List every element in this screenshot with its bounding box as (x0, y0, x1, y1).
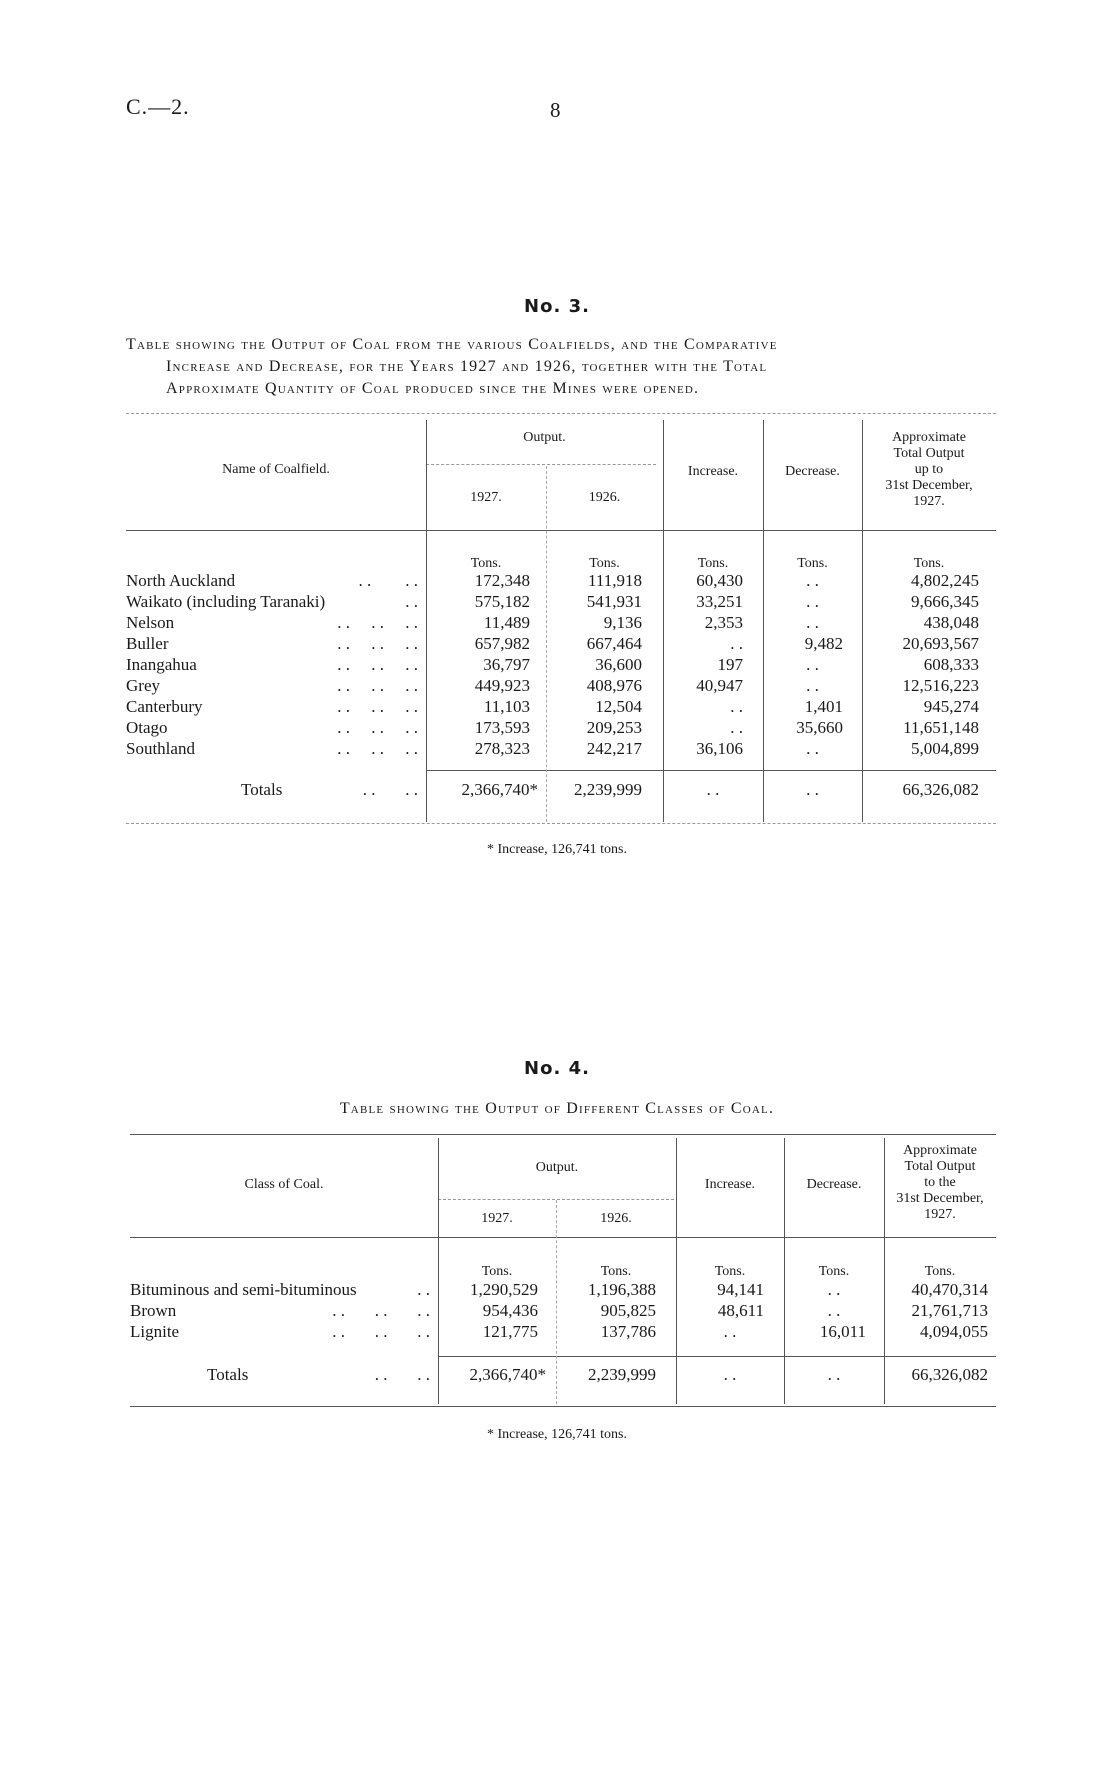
table4-cell-total: 21,761,713 (911, 1301, 988, 1320)
table4-cell-1926: 1,196,388 (588, 1280, 656, 1299)
table3-unit-total: Tons. (913, 556, 945, 571)
table3-cell-total: 20,693,567 (902, 634, 979, 653)
table4-row-name: Bituminous and semi-bituminous (130, 1280, 357, 1299)
table3-cell-1927: 449,923 (474, 676, 530, 695)
table4-totals-total: 66,326,082 (911, 1365, 988, 1384)
table3-bottom-rule (126, 823, 996, 824)
table3-row-name: Grey (126, 676, 160, 695)
table3-header-increase: Increase. (687, 464, 739, 479)
table3-cell-increase: . . (730, 718, 743, 737)
table3-caption-line-3: Approximate Quantity of Coal produced since the Mines were opened. (166, 380, 700, 397)
table4-cell-1926: 137,786 (600, 1322, 656, 1341)
table3-footnote: * Increase, 126,741 tons. (487, 842, 627, 857)
table3-row-dots: . . . . (358, 571, 418, 590)
table4-number: No. 4. (524, 1058, 590, 1079)
table4-footnote: * Increase, 126,741 tons. (487, 1427, 627, 1442)
table3-cell-1927: 11,103 (483, 697, 530, 716)
table3-cell-decrease: . . (806, 655, 819, 674)
table3-cell-increase: 197 (717, 655, 743, 674)
table4-totals-increase: . . (723, 1365, 737, 1384)
table4-row-dots: . . . . . . (332, 1322, 430, 1341)
table3-caption-line-1: Table showing the Output of Coal from the various Coalfields, and the Comparative (126, 336, 778, 353)
table3-cell-decrease: 1,401 (804, 697, 843, 716)
table3-cell-decrease: . . (806, 676, 819, 695)
table3-cell-total: 4,802,245 (911, 571, 979, 590)
table4-unit-decrease: Tons. (818, 1264, 850, 1279)
table3-row-name: Buller (126, 634, 169, 653)
table3-row-dots: . . . . . . (337, 676, 418, 695)
table4-row-name: Brown (130, 1301, 177, 1320)
table4-cell-decrease: . . (827, 1301, 841, 1320)
table3-cell-decrease: . . (806, 613, 819, 632)
table4-header-total (884, 1143, 996, 1223)
table4-top-rule (130, 1134, 996, 1135)
table3-header-1926: 1926. (588, 490, 621, 505)
table4-unit-1927: Tons. (481, 1264, 513, 1279)
table3-row-name: North Auckland (126, 571, 236, 590)
table3-header-total-line: Approximate (892, 430, 966, 445)
table4-totals-1926: 2,239,999 (588, 1365, 656, 1384)
table4-unit-total: Tons. (924, 1264, 956, 1279)
table4-cell-1926: 905,825 (600, 1301, 656, 1320)
table4-header-decrease: Decrease. (806, 1177, 862, 1192)
table3-totals-1926: 2,239,999 (574, 780, 642, 799)
table3-row-dots: . . . . . . (337, 634, 418, 653)
table3-cell-increase: . . (730, 634, 743, 653)
table3-cell-1927: 172,348 (474, 571, 530, 590)
table4-cell-decrease: . . (827, 1280, 841, 1299)
document-reference: C.—2. (126, 94, 190, 119)
table3-cell-1926: 541,931 (586, 592, 642, 611)
table3-cell-total: 945,274 (923, 697, 979, 716)
table3-cell-1926: 36,600 (595, 655, 642, 674)
table3-cell-total: 438,048 (923, 613, 979, 632)
table3-cell-total: 11,651,148 (903, 718, 979, 737)
table4-header-total-line: to the (924, 1175, 956, 1190)
table3-header-name: Name of Coalfield. (222, 462, 330, 477)
table4-unit-increase: Tons. (714, 1264, 746, 1279)
table4-bottom-rule (130, 1406, 996, 1407)
table3-cell-decrease: 9,482 (804, 634, 843, 653)
table4-totals-dots: . . . . (374, 1365, 430, 1384)
table3-totals-total: 66,326,082 (902, 780, 979, 799)
table3-cell-1926: 9,136 (603, 613, 642, 632)
table3-header-total-line: 31st December, (885, 478, 973, 493)
table4-row-name: Lignite (130, 1322, 180, 1341)
table3-row-name: Inangahua (126, 655, 197, 674)
table3-row-dots: . . . . . . (337, 697, 418, 716)
table3-row-dots: . . . . . . (337, 739, 418, 758)
table4-header-name: Class of Coal. (244, 1177, 324, 1192)
table4-cell-decrease: 16,011 (819, 1322, 866, 1341)
table4-totals-1927: 2,366,740* (469, 1365, 546, 1384)
table3-cell-1926: 12,504 (595, 697, 642, 716)
table3-number: No. 3. (524, 296, 590, 317)
table3-top-rule (126, 413, 996, 414)
table3-header-total-line: 1927. (913, 494, 945, 509)
table3-header-total (862, 430, 996, 510)
table3-cell-decrease: 35,660 (796, 718, 843, 737)
table3-header-rule (126, 530, 996, 531)
table3-cell-1927: 278,323 (474, 739, 530, 758)
table3-unit-1926: Tons. (589, 556, 620, 571)
table3-cell-1927: 11,489 (483, 613, 530, 632)
table3-cell-1927: 657,982 (474, 634, 530, 653)
table3-row-dots: . . (405, 592, 418, 611)
table3-cell-increase: 40,947 (696, 676, 743, 695)
table3-cell-total: 12,516,223 (902, 676, 979, 695)
table4-header-1926: 1926. (600, 1211, 632, 1226)
table4-header-increase: Increase. (704, 1177, 756, 1192)
table3-totals-dots: . . . . (362, 780, 418, 799)
table3-cell-increase: 2,353 (704, 613, 743, 632)
table4-header-output: Output. (535, 1160, 579, 1175)
table4-caption: Table showing the Output of Different Classes of Coal. (339, 1100, 775, 1117)
table3-cell-total: 9,666,345 (911, 592, 979, 611)
table3-row-name: Otago (126, 718, 168, 737)
table3-row-name: Nelson (126, 613, 175, 632)
table3-cell-1927: 575,182 (474, 592, 530, 611)
table4-cell-increase: 94,141 (717, 1280, 764, 1299)
table4-cell-1927: 1,290,529 (470, 1280, 538, 1299)
table3-unit-increase: Tons. (697, 556, 729, 571)
table3-output-rule (426, 464, 656, 465)
table3-totals-rule (426, 770, 996, 771)
table3-cell-1927: 173,593 (474, 718, 530, 737)
table4-header-total-line: 1927. (924, 1207, 956, 1222)
table3-cell-1926: 209,253 (586, 718, 642, 737)
table4-cell-increase: 48,611 (717, 1301, 764, 1320)
table4-cell-total: 4,094,055 (920, 1322, 988, 1341)
table4-totals-rule (438, 1356, 996, 1357)
table3-cell-decrease: . . (806, 592, 819, 611)
table3-cell-1926: 667,464 (586, 634, 642, 653)
table4-header-1927: 1927. (481, 1211, 513, 1226)
table3-row-dots: . . . . . . (337, 655, 418, 674)
table3-header-1927: 1927. (470, 490, 502, 505)
table3-unit-1927: Tons. (470, 556, 502, 571)
table3-row-name: Southland (126, 739, 195, 758)
table3-cell-1926: 408,976 (586, 676, 642, 695)
table3-cell-decrease: . . (806, 739, 819, 758)
table4-row-dots: . . . . . . (332, 1301, 430, 1320)
table3-row-name: Canterbury (126, 697, 203, 716)
table3-unit-decrease: Tons. (797, 556, 828, 571)
table3-row-name: Waikato (including Taranaki) (126, 592, 326, 611)
table3-cell-total: 5,004,899 (911, 739, 979, 758)
table4-totals-decrease: . . (827, 1365, 841, 1384)
table4-header-total-line: Total Output (904, 1159, 976, 1174)
table3-cell-decrease: . . (806, 571, 819, 590)
table4-header-total-line: 31st December, (896, 1191, 984, 1206)
table3-header-decrease: Decrease. (785, 464, 840, 479)
table3-totals-1927: 2,366,740* (461, 780, 538, 799)
table3-row-dots: . . . . . . (337, 613, 418, 632)
page-number: 8 (550, 98, 561, 122)
table3-cell-1927: 36,797 (483, 655, 530, 674)
table3-header-total-line: Total Output (893, 446, 965, 461)
table3-cell-increase: 36,106 (696, 739, 743, 758)
table4-cell-total: 40,470,314 (911, 1280, 988, 1299)
table3-row-dots: . . . . . . (337, 718, 418, 737)
table4-unit-1926: Tons. (600, 1264, 632, 1279)
table3-cell-1926: 242,217 (586, 739, 642, 758)
table4-totals-label: Totals (207, 1365, 249, 1384)
table4-cell-1927: 121,775 (482, 1322, 538, 1341)
table3-totals-increase: . . (706, 780, 720, 799)
table4-cell-increase: . . (723, 1322, 737, 1341)
table3-caption-line-2: Increase and Decrease, for the Years 1927 and 1926, together with the Total (166, 358, 768, 375)
table4-header-total-line: Approximate (903, 1143, 977, 1158)
table3-totals-decrease: . . (806, 780, 819, 799)
table4-cell-1927: 954,436 (482, 1301, 538, 1320)
table3-cell-1926: 111,918 (588, 571, 642, 590)
table3-header-total-line: up to (914, 462, 944, 477)
table4-row-dots: . . (417, 1280, 430, 1299)
table3-cell-increase: 33,251 (696, 592, 743, 611)
table4-header-rule (130, 1237, 996, 1238)
table3-cell-increase: 60,430 (696, 571, 743, 590)
table3-cell-increase: . . (730, 697, 743, 716)
table3-totals-label: Totals (241, 780, 283, 799)
table3-cell-total: 608,333 (923, 655, 979, 674)
table3-header-output: Output. (523, 430, 566, 445)
